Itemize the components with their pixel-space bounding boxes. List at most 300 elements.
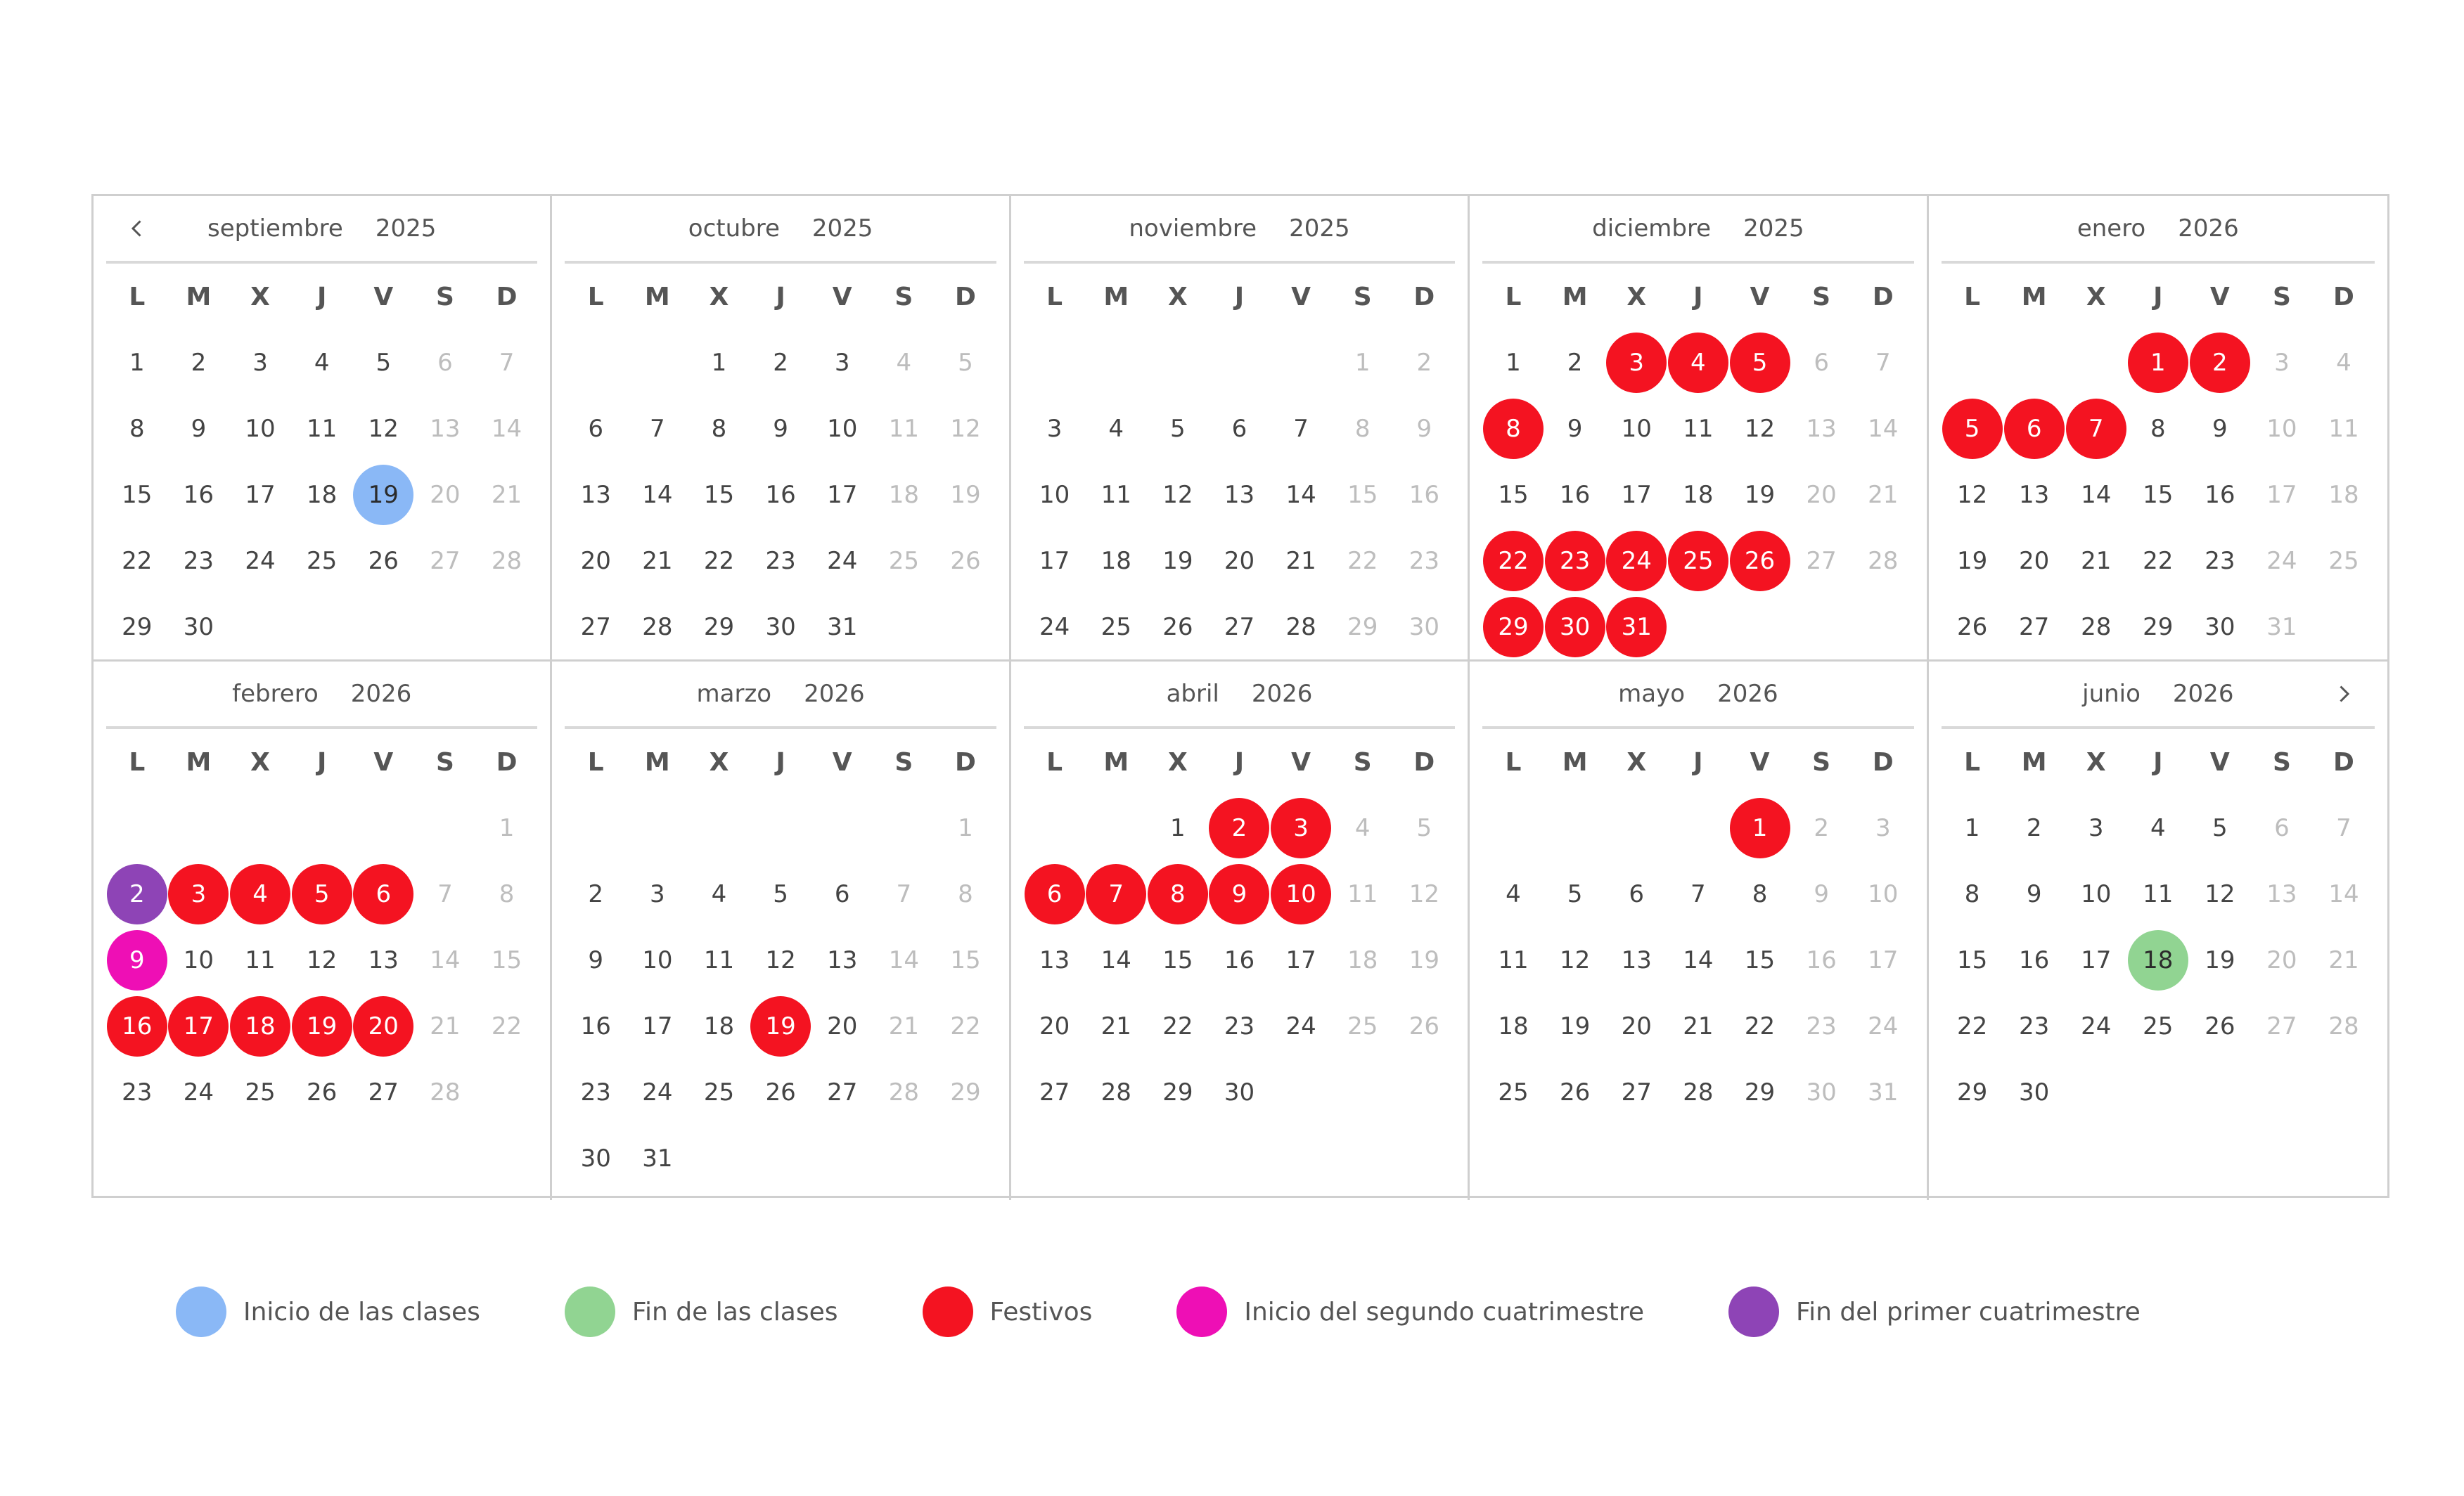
day-cell[interactable] [2251,330,2313,396]
day-cell[interactable] [414,528,476,594]
day-cell[interactable] [168,927,230,993]
day-cell[interactable] [2251,795,2313,861]
day-cell[interactable] [565,594,627,660]
month-name[interactable]: septiembre [207,214,343,243]
day-cell[interactable] [750,594,811,660]
day-cell[interactable] [1394,993,1456,1059]
month-name[interactable]: enero [2077,214,2146,243]
month-name[interactable]: octubre [688,214,780,243]
day-cell[interactable] [873,396,935,462]
day-cell-festivo[interactable] [2065,396,2127,462]
day-cell[interactable] [1729,462,1791,528]
day-cell-festivo[interactable] [1209,861,1271,927]
day-cell[interactable] [1394,594,1456,660]
day-cell[interactable] [811,396,873,462]
day-cell[interactable] [1790,795,1852,861]
day-cell-inicio[interactable] [353,462,415,528]
day-cell[interactable] [476,795,538,861]
day-cell[interactable] [1942,462,2003,528]
day-cell[interactable] [229,330,291,396]
day-cell-festivo[interactable] [2003,396,2065,462]
prev-month-button[interactable] [117,209,157,248]
day-cell[interactable] [353,330,415,396]
day-cell-festivo[interactable] [1209,795,1271,861]
day-cell-festivo[interactable] [2127,330,2189,396]
day-cell[interactable] [935,462,996,528]
day-cell[interactable] [414,927,476,993]
day-cell[interactable] [688,462,750,528]
day-cell[interactable] [2003,1059,2065,1126]
day-cell[interactable] [1482,993,1544,1059]
day-cell[interactable] [688,927,750,993]
day-cell[interactable] [1790,1059,1852,1126]
day-cell[interactable] [1790,861,1852,927]
day-cell[interactable] [627,861,688,927]
day-cell[interactable] [935,795,996,861]
month-year[interactable]: 2026 [2178,214,2239,243]
day-cell-festivo[interactable] [2189,330,2251,396]
day-cell[interactable] [565,927,627,993]
day-cell[interactable] [873,528,935,594]
day-cell-festivo[interactable] [1729,795,1791,861]
day-cell[interactable] [1667,1059,1729,1126]
day-cell[interactable] [1852,861,1914,927]
day-cell[interactable] [2251,594,2313,660]
day-cell[interactable] [1085,594,1147,660]
day-cell[interactable] [1482,861,1544,927]
day-cell[interactable] [229,927,291,993]
day-cell[interactable] [1394,528,1456,594]
day-cell[interactable] [1605,993,1667,1059]
day-cell[interactable] [627,1059,688,1126]
day-cell[interactable] [1544,462,1606,528]
day-cell[interactable] [291,462,353,528]
day-cell[interactable] [1482,927,1544,993]
day-cell[interactable] [2003,594,2065,660]
day-cell[interactable] [414,396,476,462]
day-cell[interactable] [1482,462,1544,528]
day-cell[interactable] [565,1126,627,1192]
day-cell[interactable] [2251,462,2313,528]
month-name[interactable]: febrero [232,680,319,708]
day-cell[interactable] [2189,528,2251,594]
day-cell[interactable] [1667,396,1729,462]
day-cell[interactable] [935,330,996,396]
day-cell[interactable] [1942,528,2003,594]
day-cell[interactable] [2065,927,2127,993]
day-cell[interactable] [688,594,750,660]
day-cell[interactable] [2003,795,2065,861]
day-cell[interactable] [1024,462,1086,528]
day-cell[interactable] [353,396,415,462]
day-cell-festivo[interactable] [1147,861,1209,927]
day-cell[interactable] [873,927,935,993]
day-cell[interactable] [291,528,353,594]
day-cell-festivo[interactable] [106,993,168,1059]
day-cell[interactable] [688,330,750,396]
day-cell[interactable] [1332,594,1394,660]
day-cell[interactable] [1270,993,1332,1059]
day-cell-festivo[interactable] [1729,330,1791,396]
day-cell[interactable] [1852,795,1914,861]
day-cell[interactable] [873,1059,935,1126]
day-cell[interactable] [2003,861,2065,927]
day-cell[interactable] [1270,927,1332,993]
day-cell[interactable] [1085,993,1147,1059]
month-year[interactable]: 2025 [375,214,437,243]
day-cell[interactable] [1332,993,1394,1059]
day-cell[interactable] [1332,330,1394,396]
day-cell[interactable] [1209,396,1271,462]
day-cell[interactable] [1394,795,1456,861]
day-cell[interactable] [565,1059,627,1126]
day-cell[interactable] [811,1059,873,1126]
day-cell[interactable] [1667,927,1729,993]
day-cell[interactable] [1852,993,1914,1059]
day-cell[interactable] [873,330,935,396]
day-cell[interactable] [2313,993,2375,1059]
day-cell[interactable] [106,396,168,462]
day-cell[interactable] [750,330,811,396]
day-cell[interactable] [414,330,476,396]
day-cell[interactable] [2251,993,2313,1059]
day-cell[interactable] [811,993,873,1059]
day-cell[interactable] [106,330,168,396]
day-cell-festivo[interactable] [1482,594,1544,660]
day-cell[interactable] [106,528,168,594]
day-cell[interactable] [2065,594,2127,660]
day-cell[interactable] [168,330,230,396]
day-cell[interactable] [291,1059,353,1126]
day-cell[interactable] [1085,396,1147,462]
day-cell-festivo[interactable] [750,993,811,1059]
day-cell[interactable] [2189,594,2251,660]
day-cell[interactable] [1942,1059,2003,1126]
day-cell[interactable] [1270,462,1332,528]
day-cell[interactable] [2251,396,2313,462]
month-name[interactable]: junio [2082,680,2141,708]
day-cell[interactable] [688,861,750,927]
day-cell[interactable] [1482,1059,1544,1126]
day-cell[interactable] [1482,330,1544,396]
day-cell[interactable] [935,528,996,594]
day-cell[interactable] [2189,861,2251,927]
day-cell[interactable] [750,1059,811,1126]
day-cell[interactable] [291,927,353,993]
day-cell[interactable] [2065,462,2127,528]
day-cell[interactable] [168,1059,230,1126]
day-cell[interactable] [2313,462,2375,528]
day-cell[interactable] [750,396,811,462]
day-cell[interactable] [476,927,538,993]
day-cell[interactable] [1942,861,2003,927]
day-cell-festivo[interactable] [1544,594,1606,660]
day-cell[interactable] [1332,462,1394,528]
day-cell[interactable] [688,1059,750,1126]
day-cell[interactable] [627,594,688,660]
day-cell[interactable] [229,1059,291,1126]
day-cell[interactable] [1147,528,1209,594]
day-cell[interactable] [811,927,873,993]
day-cell[interactable] [168,594,230,660]
day-cell-festivo[interactable] [1942,396,2003,462]
day-cell[interactable] [935,993,996,1059]
day-cell[interactable] [1544,396,1606,462]
day-cell[interactable] [565,528,627,594]
day-cell[interactable] [106,462,168,528]
day-cell[interactable] [1852,462,1914,528]
day-cell[interactable] [565,861,627,927]
day-cell[interactable] [1729,993,1791,1059]
day-cell[interactable] [2003,462,2065,528]
day-cell[interactable] [2065,795,2127,861]
day-cell[interactable] [353,1059,415,1126]
day-cell[interactable] [1667,861,1729,927]
day-cell[interactable] [1394,861,1456,927]
day-cell-fin[interactable] [2127,927,2189,993]
day-cell[interactable] [1544,861,1606,927]
day-cell-festivo[interactable] [229,993,291,1059]
day-cell[interactable] [476,396,538,462]
day-cell[interactable] [2127,993,2189,1059]
day-cell[interactable] [1544,993,1606,1059]
day-cell[interactable] [1394,330,1456,396]
day-cell[interactable] [1270,396,1332,462]
day-cell[interactable] [1729,396,1791,462]
day-cell[interactable] [476,528,538,594]
day-cell[interactable] [1209,927,1271,993]
day-cell[interactable] [2189,795,2251,861]
day-cell[interactable] [750,927,811,993]
day-cell[interactable] [1085,1059,1147,1126]
day-cell[interactable] [1209,594,1271,660]
day-cell[interactable] [811,462,873,528]
day-cell[interactable] [229,396,291,462]
day-cell[interactable] [1085,462,1147,528]
day-cell[interactable] [873,993,935,1059]
day-cell[interactable] [1147,993,1209,1059]
day-cell[interactable] [2251,927,2313,993]
day-cell-festivo[interactable] [1482,396,1544,462]
day-cell[interactable] [1852,396,1914,462]
day-cell[interactable] [476,993,538,1059]
day-cell[interactable] [1790,330,1852,396]
day-cell-festivo[interactable] [1667,528,1729,594]
day-cell[interactable] [1332,861,1394,927]
day-cell[interactable] [1024,927,1086,993]
day-cell[interactable] [106,1059,168,1126]
day-cell[interactable] [1209,528,1271,594]
day-cell[interactable] [1024,1059,1086,1126]
day-cell[interactable] [1209,993,1271,1059]
month-year[interactable]: 2026 [1717,680,1778,708]
day-cell[interactable] [2065,861,2127,927]
day-cell[interactable] [414,462,476,528]
day-cell[interactable] [1942,993,2003,1059]
day-cell[interactable] [2313,396,2375,462]
day-cell[interactable] [1147,1059,1209,1126]
day-cell[interactable] [2313,795,2375,861]
day-cell[interactable] [1209,462,1271,528]
month-name[interactable]: diciembre [1592,214,1712,243]
day-cell[interactable] [627,993,688,1059]
day-cell[interactable] [1852,1059,1914,1126]
day-cell-festivo[interactable] [291,993,353,1059]
day-cell[interactable] [2251,861,2313,927]
day-cell[interactable] [811,594,873,660]
day-cell[interactable] [229,462,291,528]
day-cell[interactable] [935,396,996,462]
day-cell[interactable] [353,927,415,993]
day-cell[interactable] [565,462,627,528]
day-cell[interactable] [1270,594,1332,660]
month-name[interactable]: noviembre [1129,214,1257,243]
day-cell[interactable] [627,1126,688,1192]
day-cell-inicio2[interactable] [106,927,168,993]
day-cell[interactable] [1332,396,1394,462]
day-cell[interactable] [1852,330,1914,396]
day-cell[interactable] [1605,927,1667,993]
day-cell[interactable] [1544,1059,1606,1126]
month-year[interactable]: 2025 [1289,214,1350,243]
day-cell[interactable] [2189,993,2251,1059]
day-cell[interactable] [2127,795,2189,861]
day-cell[interactable] [1790,396,1852,462]
day-cell[interactable] [811,861,873,927]
day-cell[interactable] [1209,1059,1271,1126]
day-cell[interactable] [627,528,688,594]
day-cell[interactable] [414,1059,476,1126]
day-cell[interactable] [2189,396,2251,462]
day-cell[interactable] [1790,993,1852,1059]
day-cell[interactable] [873,462,935,528]
day-cell[interactable] [2313,861,2375,927]
day-cell[interactable] [291,330,353,396]
day-cell-festivo[interactable] [1729,528,1791,594]
day-cell[interactable] [1605,861,1667,927]
day-cell-festivo[interactable] [291,861,353,927]
day-cell[interactable] [688,993,750,1059]
next-month-button[interactable] [2324,674,2363,714]
month-name[interactable]: marzo [696,680,772,708]
day-cell[interactable] [2127,861,2189,927]
day-cell[interactable] [168,528,230,594]
day-cell[interactable] [2127,594,2189,660]
day-cell[interactable] [935,927,996,993]
day-cell[interactable] [1394,462,1456,528]
day-cell[interactable] [2251,528,2313,594]
month-year[interactable]: 2026 [2172,680,2234,708]
day-cell[interactable] [414,993,476,1059]
day-cell[interactable] [291,396,353,462]
day-cell[interactable] [2003,993,2065,1059]
day-cell[interactable] [2189,927,2251,993]
day-cell[interactable] [1332,528,1394,594]
day-cell[interactable] [1024,993,1086,1059]
day-cell-festivo[interactable] [1544,528,1606,594]
day-cell[interactable] [2127,396,2189,462]
day-cell[interactable] [1394,927,1456,993]
day-cell[interactable] [1729,927,1791,993]
day-cell[interactable] [2003,528,2065,594]
day-cell[interactable] [1729,1059,1791,1126]
month-year[interactable]: 2026 [1251,680,1313,708]
day-cell[interactable] [873,861,935,927]
day-cell[interactable] [476,861,538,927]
day-cell[interactable] [627,927,688,993]
day-cell[interactable] [750,528,811,594]
day-cell[interactable] [1024,528,1086,594]
day-cell[interactable] [168,396,230,462]
day-cell[interactable] [106,594,168,660]
day-cell[interactable] [168,462,230,528]
day-cell[interactable] [2127,462,2189,528]
day-cell-fin1[interactable] [106,861,168,927]
day-cell[interactable] [1942,795,2003,861]
day-cell[interactable] [1147,795,1209,861]
day-cell[interactable] [750,861,811,927]
day-cell[interactable] [1605,462,1667,528]
day-cell[interactable] [2065,528,2127,594]
day-cell[interactable] [1544,927,1606,993]
day-cell-festivo[interactable] [1605,330,1667,396]
day-cell[interactable] [2127,528,2189,594]
day-cell[interactable] [476,462,538,528]
day-cell-festivo[interactable] [1270,861,1332,927]
day-cell[interactable] [1147,396,1209,462]
day-cell[interactable] [1852,927,1914,993]
month-year[interactable]: 2026 [350,680,412,708]
day-cell[interactable] [1394,396,1456,462]
day-cell[interactable] [1790,927,1852,993]
day-cell[interactable] [1667,462,1729,528]
day-cell[interactable] [1790,462,1852,528]
day-cell-festivo[interactable] [1482,528,1544,594]
day-cell[interactable] [1085,528,1147,594]
day-cell[interactable] [811,528,873,594]
month-name[interactable]: mayo [1618,680,1686,708]
day-cell[interactable] [1024,594,1086,660]
day-cell[interactable] [414,861,476,927]
month-year[interactable]: 2025 [1743,214,1804,243]
day-cell[interactable] [1270,528,1332,594]
day-cell[interactable] [2313,528,2375,594]
day-cell[interactable] [1147,594,1209,660]
day-cell[interactable] [1332,927,1394,993]
day-cell-festivo[interactable] [353,861,415,927]
day-cell[interactable] [565,993,627,1059]
day-cell[interactable] [1024,396,1086,462]
day-cell[interactable] [2189,462,2251,528]
day-cell[interactable] [229,528,291,594]
day-cell[interactable] [1544,330,1606,396]
day-cell-festivo[interactable] [353,993,415,1059]
day-cell-festivo[interactable] [1270,795,1332,861]
day-cell[interactable] [2065,993,2127,1059]
day-cell[interactable] [353,528,415,594]
day-cell[interactable] [1605,1059,1667,1126]
day-cell-festivo[interactable] [1605,594,1667,660]
day-cell[interactable] [750,462,811,528]
day-cell[interactable] [1147,927,1209,993]
day-cell[interactable] [688,396,750,462]
day-cell[interactable] [1942,927,2003,993]
day-cell[interactable] [627,462,688,528]
month-year[interactable]: 2025 [811,214,873,243]
day-cell-festivo[interactable] [229,861,291,927]
day-cell-festivo[interactable] [1605,528,1667,594]
day-cell[interactable] [2313,330,2375,396]
